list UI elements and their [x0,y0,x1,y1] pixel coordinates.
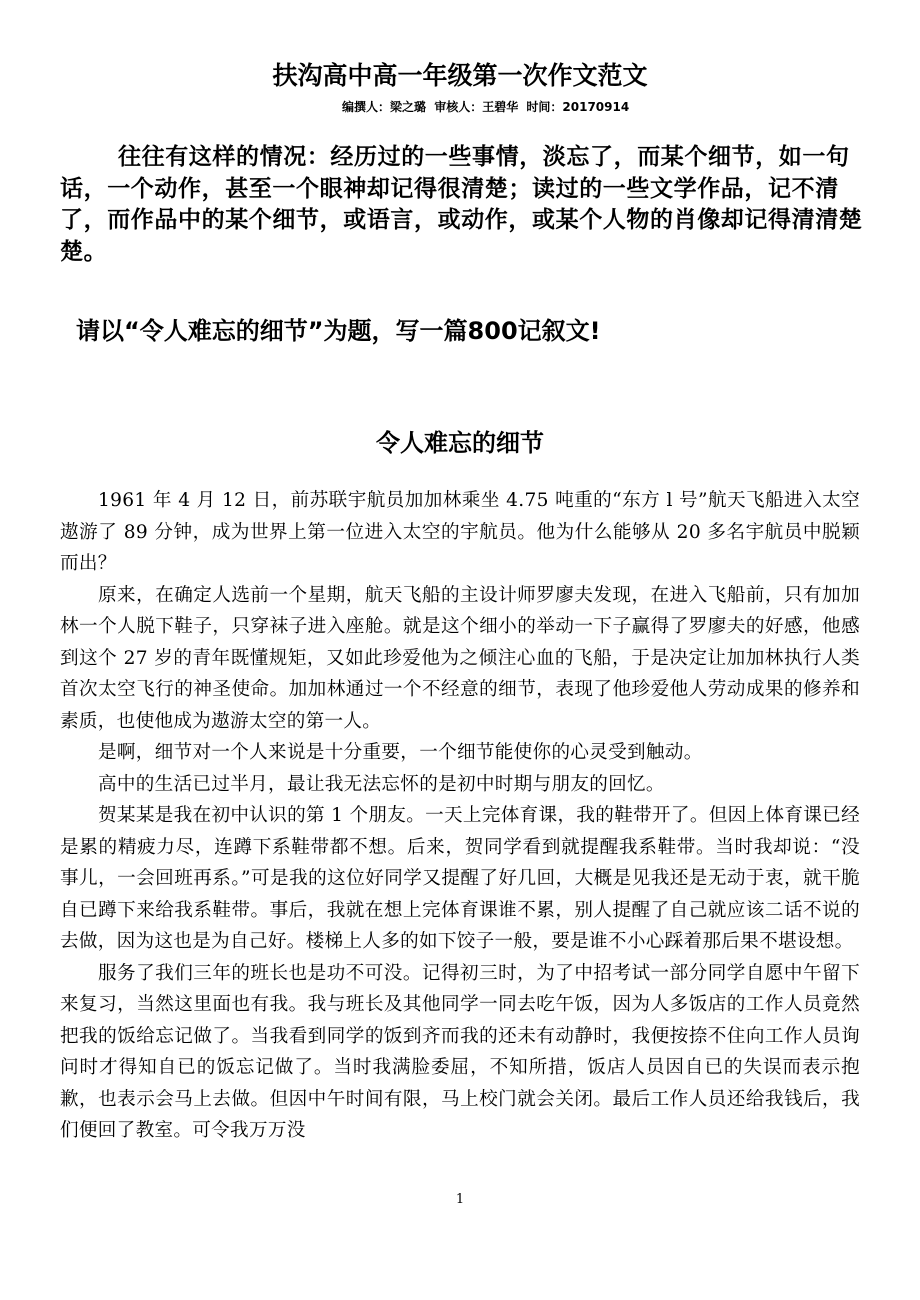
essay-paragraph: 原来，在确定人选前一个星期，航天飞船的主设计师罗廖夫发现，在进入飞船前，只有加加林一个人脱下鞋子，只穿袜子进入座舱。就是这个细小的举动一下子赢得了罗廖夫的好感，他感到这个 27 岁的青年既懂规矩，又如此珍爱他为之倾注心血的飞船，于是决定让加加林执行人类首次太空飞行的神圣使命。加加林通过一个不经意的细节，表现了他珍爱他人劳动成果的修养和素质，也使他成为遨游太空的第一人。 [60,584,860,732]
page-number: 1 [455,1192,465,1207]
writing-prompt: 往往有这样的情况：经历过的一些事情，淡忘了，而某个细节，如一句话，一个动作，甚至一个眼神却记得很清楚；读过的一些文学作品，记不清了，而作品中的某个细节，或语言，或动作，或某个人物的肖像却记得清清楚楚。 [60,144,863,265]
essay-body [60,485,860,1147]
essay-paragraph: 1961 年 4 月 12 日，前苏联宇航员加加林乘坐 4.75 吨重的“东方 l 号”航天飞船进入太空遨游了 89 分钟，成为世界上第一位进入太空的宇航员。他为什么能够从 20 多名宇航员中脱颖而出？ [60,490,860,574]
essay-title: 令人难忘的细节 [376,428,544,457]
document-title: 扶沟高中高一年级第一次作文范文 [272,61,648,90]
essay-paragraph: 是啊，细节对一个人来说是十分重要，一个细节能使你的心灵受到触动。 [98,742,703,763]
document-meta [342,99,633,115]
writing-task: 请以“令人难忘的细节”为题，写一篇800记叙文! [76,317,601,345]
editor-credit: 编撰人：梁之璐 [342,100,427,114]
date-stamp: 时间：20170914 [526,100,630,114]
essay-paragraph: 高中的生活已过半月，最让我无法忘怀的是初中时期与朋友的回忆。 [98,773,665,795]
essay-paragraph: 服务了我们三年的班长也是功不可没。记得初三时，为了中招考试一部分同学自愿中午留下来复习，当然这里面也有我。我与班长及其他同学一同去吃午饭，因为人多饭店的工作人员竟然把我的饭给忘记做了。当我看到同学的饭到齐而我的还未有动静时，我便按捺不住向工作人员询问时才得知自已的饭忘记做了。当时我满脸委屈，不知所措，饭店人员因自已的失误而表示抱歉，也表示会马上去做。但因中午时间有限，马上校门就会关闭。最后工作人员还给我钱后，我们便回了教室。可令我万万没 [60,962,860,1141]
essay-paragraph: 贺某某是我在初中认识的第 1 个朋友。一天上完体育课，我的鞋带开了。但因上体育课已经是累的精疲力尽，连蹲下系鞋带都不想。后来，贺同学看到就提醒我系鞋带。当时我却说：“没事儿，一会回班再系。”可是我的这位好同学又提醒了好几回，大概是见我还是无动于衷，就干脆自已蹲下来给我系鞋带。事后，我就在想上完体育课谁不累，别人提醒了自己就应该二话不说的去做，因为这也是为自己好。楼梯上人多的如下饺子一般，要是谁不小心踩着那后果不堪设想。 [60,805,860,952]
reviewer-credit: 审核人：王碧华 [434,100,519,114]
